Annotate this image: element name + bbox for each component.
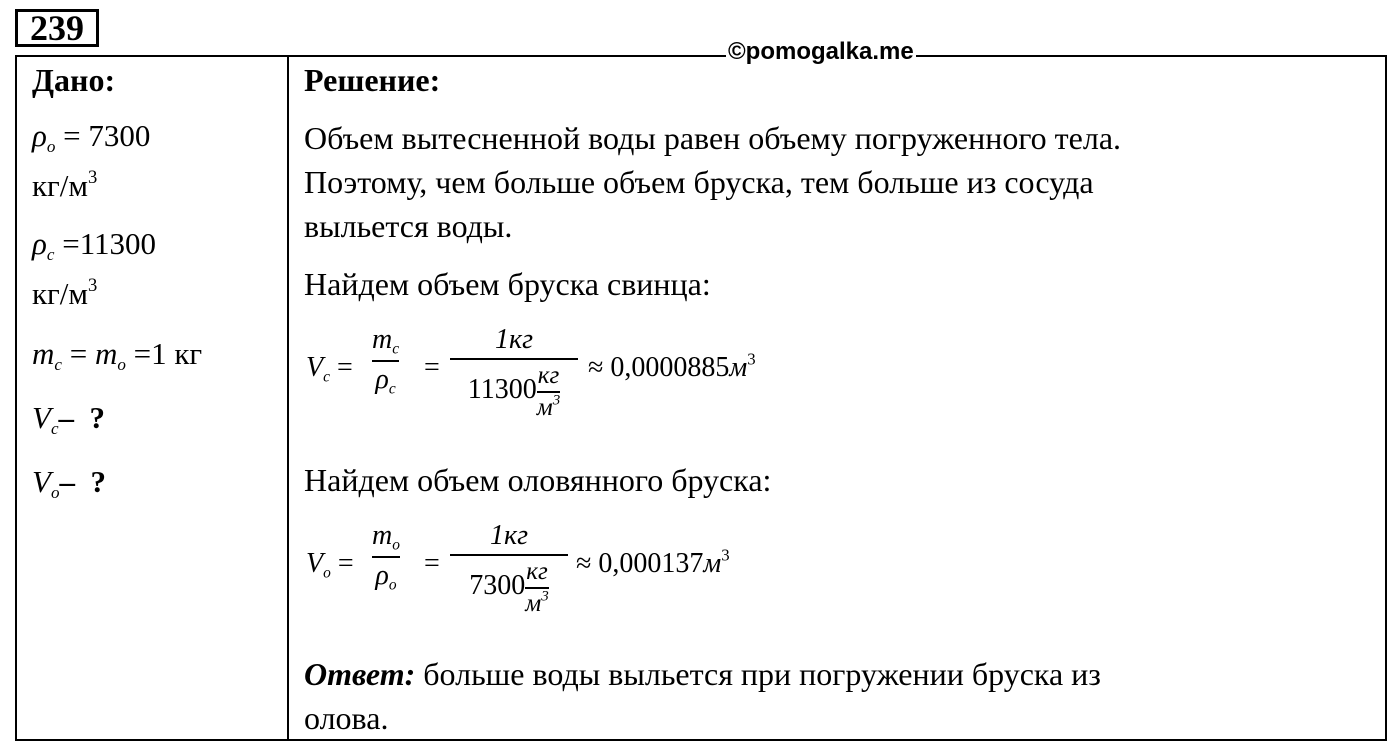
watermark: ©pomogalka.me: [728, 38, 914, 65]
formula-result: ≈ $0,0000885м^3$: [588, 349, 756, 383]
paragraph-line: Поэтому, чем больше объем бруска, тем больше из сосуда: [304, 164, 1094, 200]
given-vc-question: $V_c-$ ?: [32, 400, 105, 438]
fraction-values: 1кг 7300 $\frac{кг}{м^3}$: [450, 520, 568, 618]
answer-text: больше воды выльется при погружении бруска из: [415, 656, 1101, 692]
solution-paragraph: [304, 116, 1121, 248]
paragraph-line: выльется воды.: [304, 208, 513, 244]
answer-text: олова.: [304, 700, 389, 736]
given-header: Дано:: [32, 62, 116, 98]
formula-tin-volume: $V_o$ = $m_o$ $\rho_o$ = 1кг 7300 $\frac{кг}{м^3}$ ≈ $0,000137м^3$: [306, 520, 730, 617]
fraction-mass-density: $m_o$ $\rho_o$: [372, 520, 400, 594]
find-tin-text: Найдем объем оловянного бруска:: [304, 462, 772, 498]
paragraph-line: Объем вытесненной воды равен объему погруженного тела.: [304, 120, 1122, 156]
formula-result: ≈ $0,000137м^3$: [576, 545, 730, 579]
given-rho-o-unit: $кг/м^3$: [32, 166, 98, 203]
column-divider: [287, 55, 289, 741]
find-lead-text: Найдем объем бруска свинца:: [304, 266, 711, 302]
given-mass: $m_c = m_o =1$ кг: [32, 336, 203, 374]
answer-label: Ответ:: [304, 656, 416, 692]
given-rho-o: $\rho_o = 7300$: [32, 118, 151, 156]
given-rho-c: $\rho_c =11300$: [32, 226, 157, 264]
formula-lead-volume: $V_c$ = $m_c$ $\rho_c$ = 1кг 11300 $\frac{кг}{м^3}$ ≈ $0,0000885м^3$: [306, 324, 756, 421]
problem-number: 239: [15, 9, 99, 47]
given-rho-c-unit: $кг/м^3$: [32, 274, 98, 311]
given-vo-question: $V_o-$ ?: [32, 464, 106, 502]
fraction-mass-density: $m_c$ $\rho_c$: [372, 324, 400, 398]
solution-header: Решение:: [304, 62, 441, 98]
answer: [304, 652, 1101, 740]
fraction-values: 1кг 11300 $\frac{кг}{м^3}$: [450, 324, 578, 422]
